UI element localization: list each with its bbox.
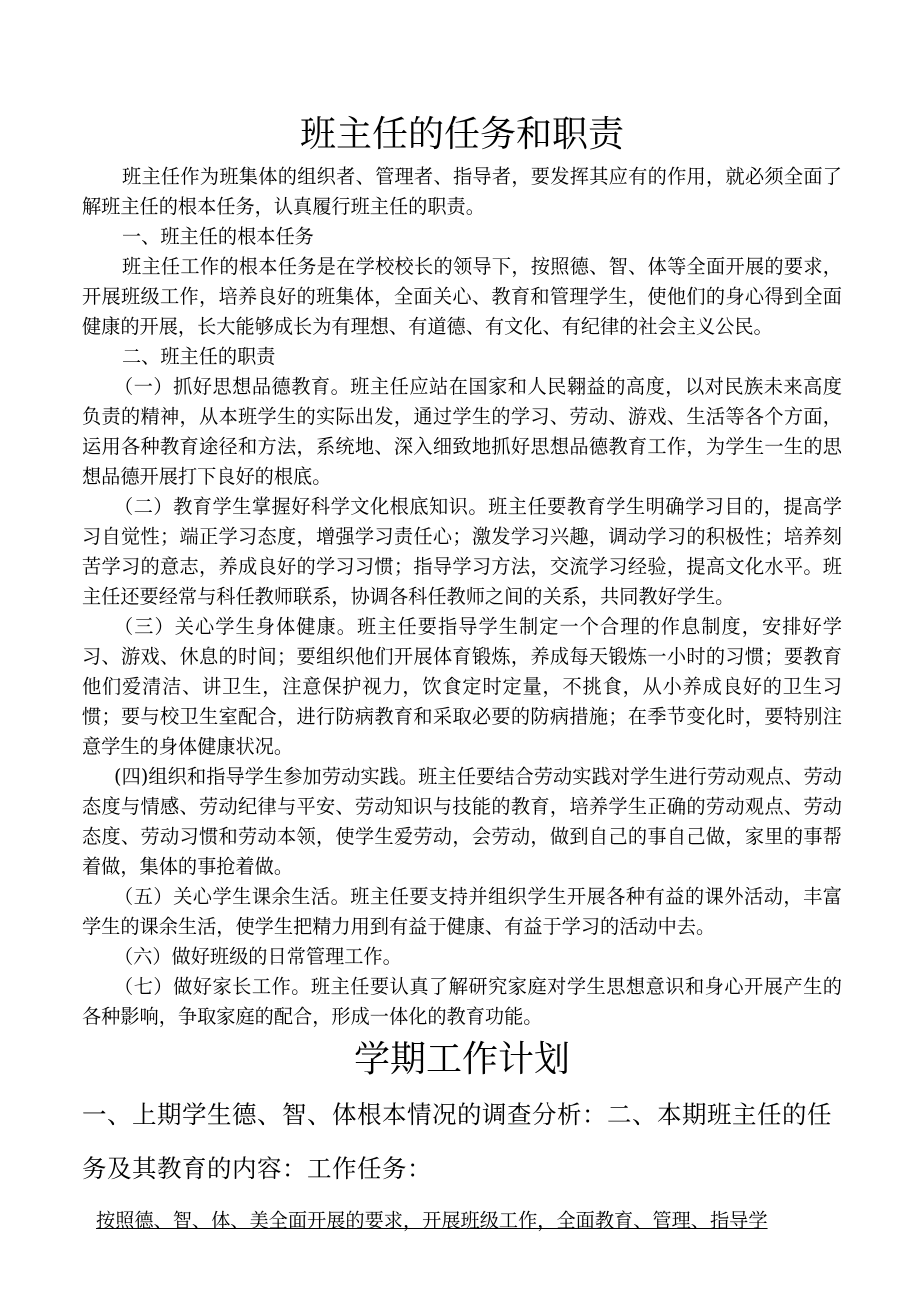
intro-paragraph: 班主任作为班集体的组织者、管理者、指导者，要发挥其应有的作用，就必须全面了解班主任的根本任务，认真履行班主任的职责。 (82, 165, 842, 218)
basic-task-paragraph: 班主任工作的根本任务是在学校校长的领导下，按照德、智、体等全面开展的要求，开展班级工作，培养良好的班集体，全面关心、教育和管理学生，使他们的身心得到全面健康的开展，长大能够成长为有理想、有道德、有文化、有纪律的社会主义公民。 (82, 255, 842, 338)
duty-paragraph-4: (四)组织和指导学生参加劳动实践。班主任要结合劳动实践对学生进行劳动观点、劳动态度与情感、劳动纪律与平安、劳动知识与技能的教育，培养学生正确的劳动观点、劳动态度、劳动习惯和劳动本领，使学生爱劳动，会劳动，做到自己的事自己做，家里的事帮着做，集体的事抢着做。 (82, 765, 842, 878)
plan-section-text: 一、上期学生德、智、体根本情况的调查分析：二、本期班主任的任务及其教育的内容：工作任务： (82, 1100, 832, 1183)
document-body (82, 162, 842, 1032)
duty-paragraph-6: （六）做好班级的日常管理工作。 (114, 945, 402, 968)
duty-paragraph-1: （一）抓好思想品德教育。班主任应站在国家和人民翱益的高度，以对民族未来高度负责的精神，从本班学生的实际出发，通过学生的学习、劳动、游戏、生活等各个方面，运用各种教育途径和方法，系统地、深入细致地抓好思想品德教育工作，为学生一生的思想品德开展打下良好的根底。 (82, 375, 842, 488)
duty-paragraph-7: （七）做好家长工作。班主任要认真了解研究家庭对学生思想意识和身心开展产生的各种影响，争取家庭的配合，形成一体化的教育功能。 (82, 975, 842, 1028)
document-title: 班主任的任务和职责 (299, 114, 624, 155)
section-heading-duties: 二、班主任的职责 (122, 345, 276, 368)
document-page (82, 0, 842, 1236)
duty-paragraph-3: （三）关心学生身体健康。班主任要指导学生制定一个合理的作息制度，安排好学习、游戏、休息的时间；要组织他们开展体育锻炼，养成每天锻炼一小时的习惯；要教育他们爱清洁、讲卫生，注意保护视力，饮食定时定量，不挑食，从小养成良好的卫生习惯；要与校卫生室配合，进行防病教育和采取必要的防病措施；在季节变化时，要特别注意学生的身体健康状况。 (82, 615, 842, 758)
section-heading-basic-task: 一、班主任的根本任务 (122, 225, 314, 248)
second-title: 学期工作计划 (353, 1039, 570, 1080)
underlined-task-text: 按照德、智、体、美全面开展的要求，开展班级工作，全面教育、管理、指导学 (96, 1209, 768, 1232)
duty-paragraph-5: （五）关心学生课余生活。班主任要支持并组织学生开展各种有益的课外活动，丰富学生的课余生活，使学生把精力用到有益于健康、有益于学习的活动中去。 (82, 885, 842, 938)
duty-paragraph-2: （二）教育学生掌握好科学文化根底知识。班主任要教育学生明确学习目的，提高学习自觉性；端正学习态度，增强学习责任心；激发学习兴趣，调动学习的积极性；培养刻苦学习的意志，养成良好的学习习惯；指导学习方法，交流学习经验，提高文化水平。班主任还要经常与科任教师联系，协调各科任教师之间的关系，共同教好学生。 (82, 495, 842, 608)
